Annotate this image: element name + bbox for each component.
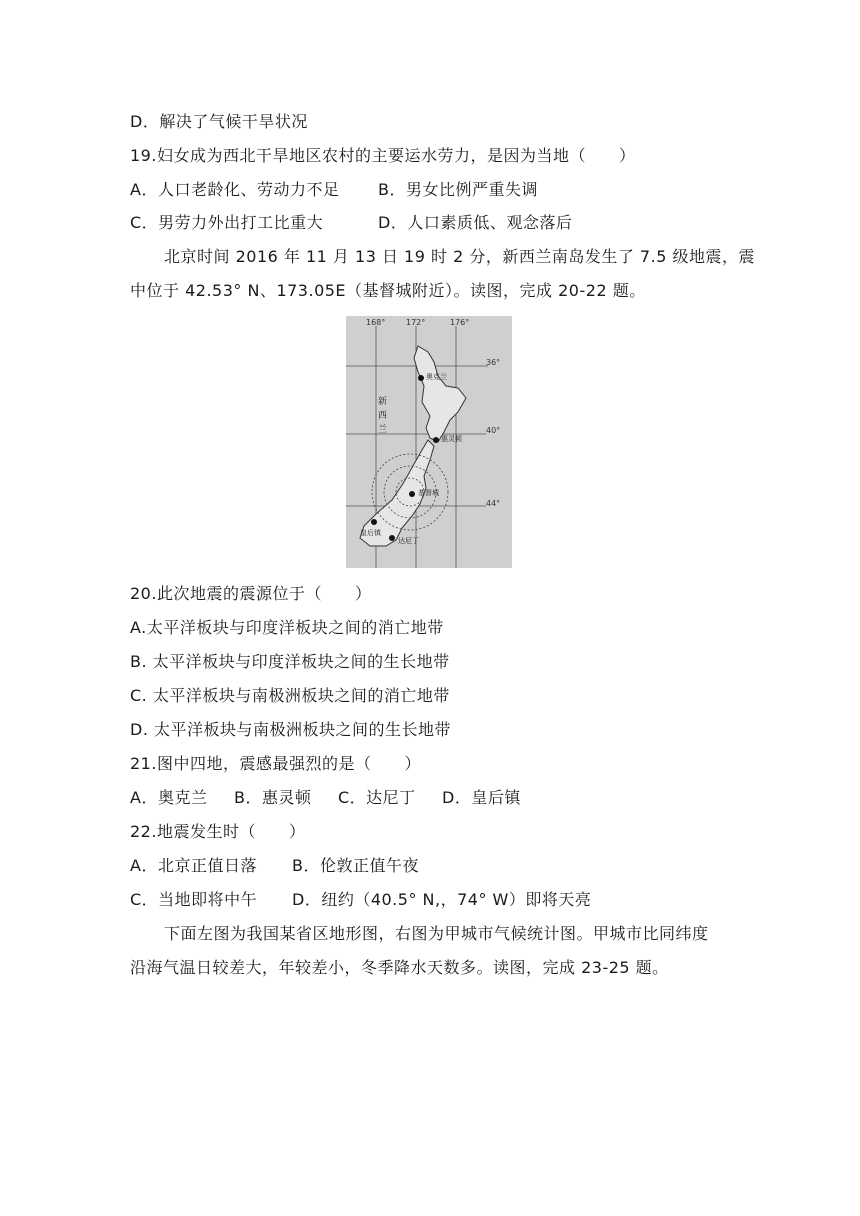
q22-options-row2 (130, 890, 591, 910)
lon-label-172: 172° (406, 318, 426, 327)
q19-option-d: D．人口素质低、观念落后 (378, 213, 573, 232)
q21-options-row (130, 788, 521, 808)
intro-province-line2: 沿海气温日较差大，年较差小，冬季降水天数多。读图，完成 23-25 题。 (130, 958, 669, 977)
q21-option-c: C．达尼丁 (338, 788, 416, 807)
question-20: 20.此次地震的震源位于（ ） (130, 584, 372, 603)
lat-label-36: 36° (486, 358, 501, 367)
q19-option-a: A．人口老龄化、劳动力不足 (130, 180, 340, 199)
lat-label-40: 40° (486, 426, 501, 435)
q20-option-c: C. 太平洋板块与南极洲板块之间的消亡地带 (130, 686, 450, 705)
q19-option-b: B．男女比例严重失调 (378, 180, 538, 199)
intro-province-line1: 下面左图为我国某省区地形图，右图为甲城市气候统计图。甲城市比同纬度 (164, 924, 709, 943)
q22-option-a: A．北京正值日落 (130, 856, 257, 875)
q20-option-d: D. 太平洋板块与南极洲板块之间的生长地带 (130, 720, 451, 739)
city-label-auckland: 奥克兰 (426, 373, 447, 381)
q21-option-d: D．皇后镇 (442, 788, 521, 807)
q19-options-row2 (130, 213, 572, 233)
q22-option-d: D．纽约（40.5° N,，74° W）即将天亮 (292, 890, 592, 909)
q22-option-c: C．当地即将中午 (130, 890, 258, 909)
q22-option-b: B．伦敦正值午夜 (292, 856, 419, 875)
q20-option-b: B. 太平洋板块与印度洋板块之间的生长地带 (130, 652, 450, 671)
city-label-dunedin: 达尼丁 (398, 537, 419, 545)
lon-label-176: 176° (450, 318, 470, 327)
intro-earthquake-line1: 北京时间 2016 年 11 月 13 日 19 时 2 分，新西兰南岛发生了 7.5 级地震，震 (164, 247, 755, 266)
question-21: 21.图中四地，震感最强烈的是（ ） (130, 754, 421, 773)
q20-option-a: A.太平洋板块与印度洋板块之间的消亡地带 (130, 618, 444, 637)
city-label-wellington: 惠灵顿 (441, 435, 462, 443)
country-label-lan: 兰 (378, 425, 388, 435)
new-zealand-earthquake-map (346, 316, 512, 568)
lon-label-168: 168° (366, 318, 386, 327)
question-19: 19.妇女成为西北干旱地区农村的主要运水劳力，是因为当地（ ） (130, 146, 636, 165)
q21-option-a: A．奥克兰 (130, 788, 208, 807)
country-label-xi: 西 (378, 411, 388, 421)
q19-options-row1 (130, 180, 538, 200)
city-label-queenstown: 皇后镇 (360, 529, 381, 537)
q19-option-c: C．男劳力外出打工比重大 (130, 213, 324, 232)
question-22: 22.地震发生时（ ） (130, 822, 306, 841)
q18-option-d: D．解决了气候干旱状况 (130, 112, 308, 131)
q22-options-row1 (130, 856, 419, 876)
lat-label-44: 44° (486, 499, 501, 508)
city-label-christchurch: 基督城 (418, 489, 439, 497)
q21-option-b: B．惠灵顿 (234, 788, 312, 807)
country-label-xin: 新 (378, 397, 388, 407)
intro-earthquake-line2: 中位于 42.53° N、173.05E（基督城附近）。读图，完成 20-22 题。 (130, 281, 646, 300)
